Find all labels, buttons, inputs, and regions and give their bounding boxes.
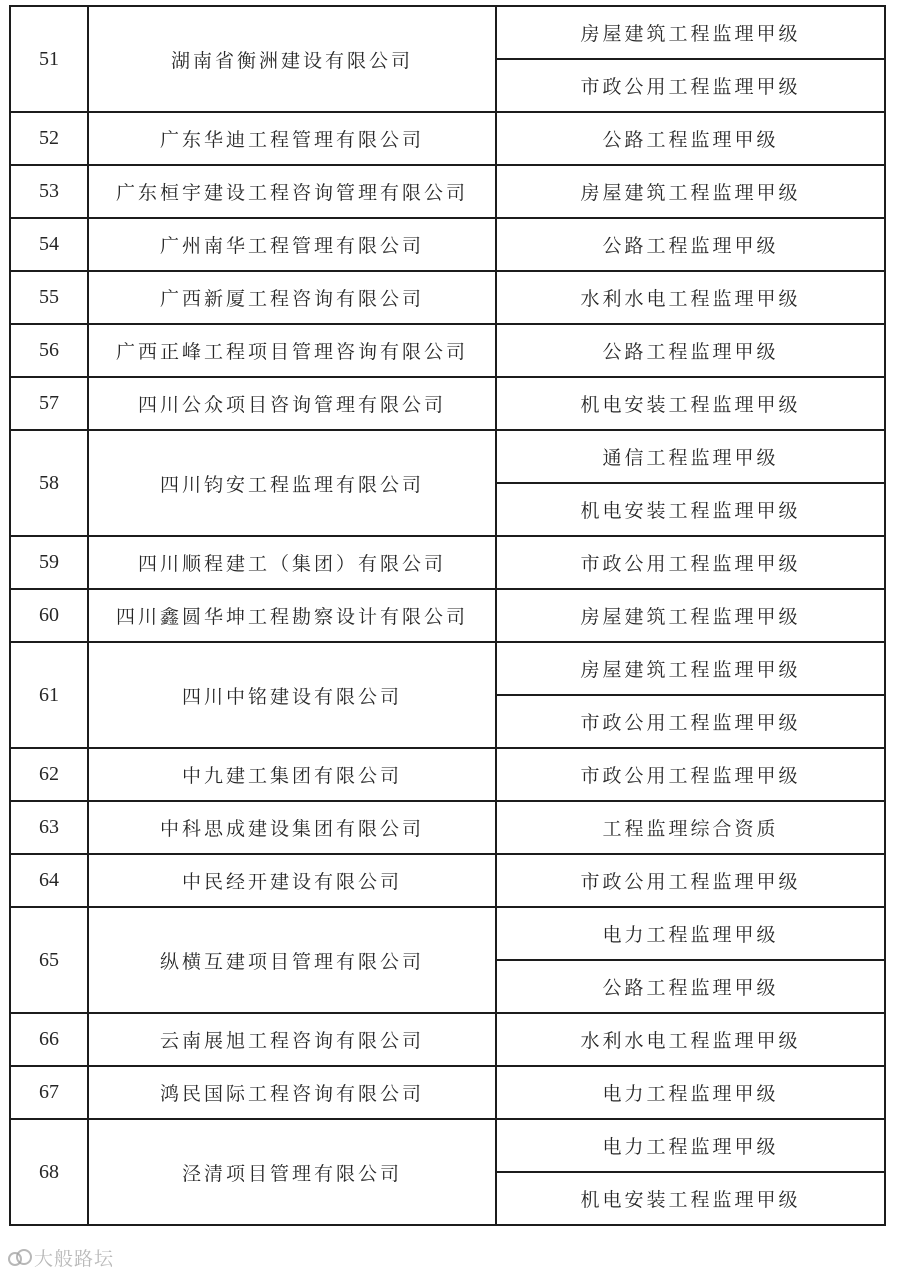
row-number: 60 [10, 589, 88, 642]
qualification: 市政公用工程监理甲级 [496, 854, 885, 907]
row-number: 54 [10, 218, 88, 271]
row-number: 53 [10, 165, 88, 218]
table-body [10, 6, 885, 1225]
company-name: 泾清项目管理有限公司 [88, 1119, 496, 1225]
row-number: 52 [10, 112, 88, 165]
company-name: 四川中铭建设有限公司 [88, 642, 496, 748]
row-number: 63 [10, 801, 88, 854]
row-number: 64 [10, 854, 88, 907]
qualification: 市政公用工程监理甲级 [496, 536, 885, 589]
row-number: 68 [10, 1119, 88, 1225]
qualification: 房屋建筑工程监理甲级 [496, 165, 885, 218]
row-number: 51 [10, 6, 88, 112]
company-name: 中民经开建设有限公司 [88, 854, 496, 907]
qualification: 水利水电工程监理甲级 [496, 271, 885, 324]
company-name: 四川鑫圆华坤工程勘察设计有限公司 [88, 589, 496, 642]
qualification: 电力工程监理甲级 [496, 1119, 885, 1172]
table-row [10, 6, 885, 59]
qualification: 公路工程监理甲级 [496, 218, 885, 271]
company-name: 中科思成建设集团有限公司 [88, 801, 496, 854]
qualification: 市政公用工程监理甲级 [496, 695, 885, 748]
row-number: 66 [10, 1013, 88, 1066]
qualification: 工程监理综合资质 [496, 801, 885, 854]
table-row [10, 536, 885, 589]
qualification: 市政公用工程监理甲级 [496, 748, 885, 801]
watermark [8, 1244, 114, 1271]
qualification: 市政公用工程监理甲级 [496, 59, 885, 112]
qualification: 房屋建筑工程监理甲级 [496, 589, 885, 642]
qualification: 公路工程监理甲级 [496, 960, 885, 1013]
logo-icon [8, 1249, 30, 1267]
table-row [10, 907, 885, 960]
qualification: 机电安装工程监理甲级 [496, 483, 885, 536]
table-row [10, 854, 885, 907]
table-row [10, 377, 885, 430]
watermark-text: 大般路坛 [34, 1248, 115, 1270]
company-name: 广东桓宇建设工程咨询管理有限公司 [88, 165, 496, 218]
qualification-table [9, 5, 886, 1226]
company-name: 鸿民国际工程咨询有限公司 [88, 1066, 496, 1119]
company-name: 湖南省衡洲建设有限公司 [88, 6, 496, 112]
row-number: 67 [10, 1066, 88, 1119]
qualification: 公路工程监理甲级 [496, 324, 885, 377]
table-row [10, 324, 885, 377]
row-number: 57 [10, 377, 88, 430]
qualification: 房屋建筑工程监理甲级 [496, 6, 885, 59]
company-name: 广东华迪工程管理有限公司 [88, 112, 496, 165]
table-row [10, 1066, 885, 1119]
table-row [10, 801, 885, 854]
company-name: 纵横互建项目管理有限公司 [88, 907, 496, 1013]
company-name: 广西正峰工程项目管理咨询有限公司 [88, 324, 496, 377]
row-number: 62 [10, 748, 88, 801]
company-name: 四川公众项目咨询管理有限公司 [88, 377, 496, 430]
row-number: 56 [10, 324, 88, 377]
qualification: 电力工程监理甲级 [496, 1066, 885, 1119]
row-number: 65 [10, 907, 88, 1013]
company-name: 四川顺程建工（集团）有限公司 [88, 536, 496, 589]
table-row [10, 218, 885, 271]
qualification: 机电安装工程监理甲级 [496, 377, 885, 430]
table-row [10, 642, 885, 695]
row-number: 61 [10, 642, 88, 748]
qualification: 电力工程监理甲级 [496, 907, 885, 960]
qualification: 公路工程监理甲级 [496, 112, 885, 165]
table-row [10, 748, 885, 801]
company-name: 广州南华工程管理有限公司 [88, 218, 496, 271]
qualification: 水利水电工程监理甲级 [496, 1013, 885, 1066]
company-name: 四川钧安工程监理有限公司 [88, 430, 496, 536]
qualification: 通信工程监理甲级 [496, 430, 885, 483]
company-name: 广西新厦工程咨询有限公司 [88, 271, 496, 324]
table-row [10, 112, 885, 165]
table-row [10, 430, 885, 483]
company-name: 云南展旭工程咨询有限公司 [88, 1013, 496, 1066]
table-row [10, 271, 885, 324]
row-number: 55 [10, 271, 88, 324]
table-row [10, 165, 885, 218]
table-row [10, 1013, 885, 1066]
qualification: 房屋建筑工程监理甲级 [496, 642, 885, 695]
row-number: 59 [10, 536, 88, 589]
qualification: 机电安装工程监理甲级 [496, 1172, 885, 1225]
table-row [10, 589, 885, 642]
row-number: 58 [10, 430, 88, 536]
table-row [10, 1119, 885, 1172]
company-name: 中九建工集团有限公司 [88, 748, 496, 801]
